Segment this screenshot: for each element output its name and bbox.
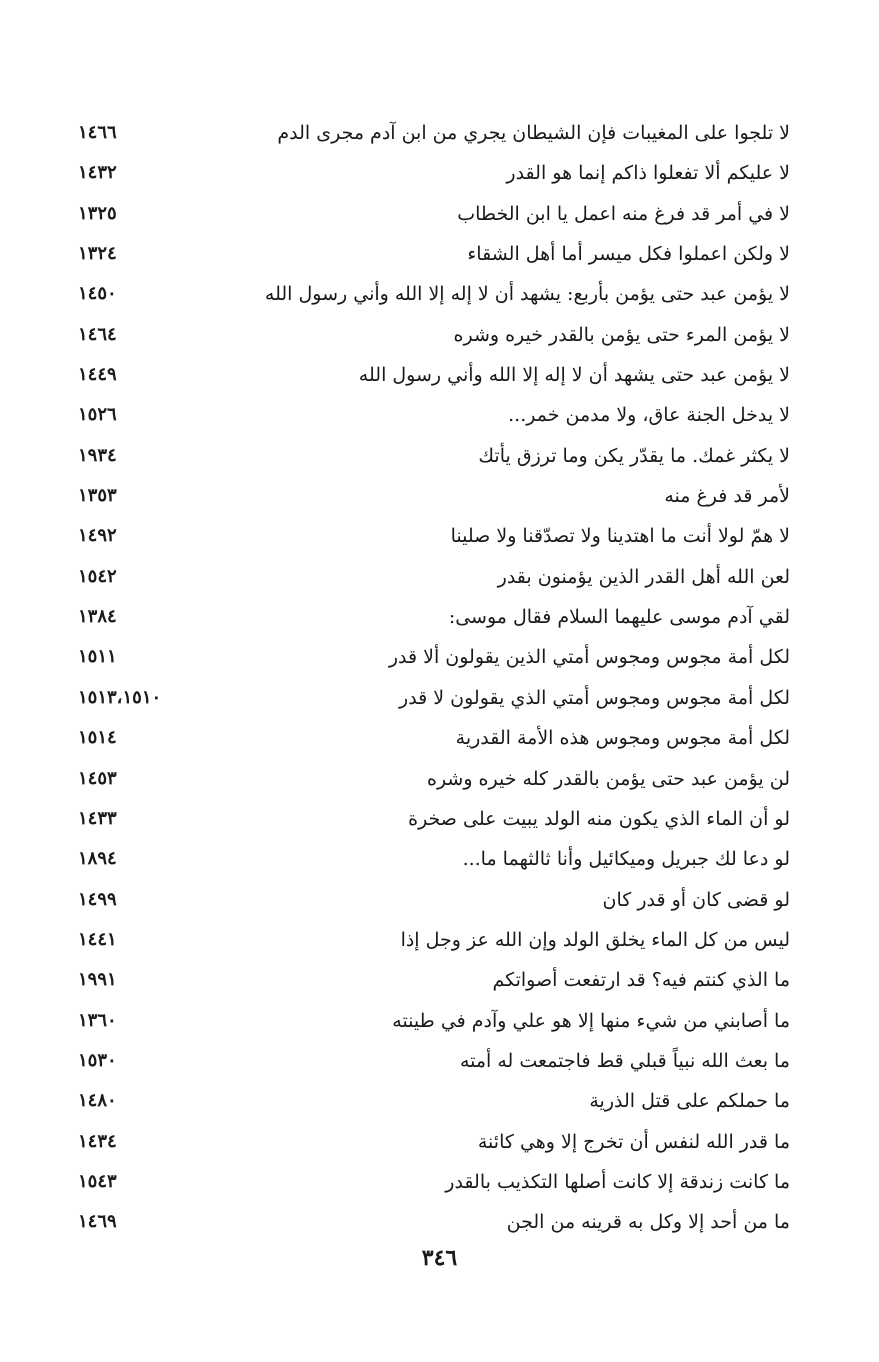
index-entry (70, 799, 790, 839)
index-entry (70, 1202, 790, 1242)
entry-hadith-number: ١٤٨٠ (78, 1090, 117, 1112)
entry-text: لكل أمة مجوس ومجوس أمتي الذي يقولون لا قدر (399, 686, 790, 709)
index-entry (70, 234, 790, 274)
entry-hadith-number: ١٤٦٩ (78, 1211, 117, 1233)
index-entry (70, 839, 790, 879)
entry-hadith-number: ١٥٢٦ (78, 404, 117, 426)
entry-hadith-number: ١٥٤٢ (78, 565, 117, 587)
entry-hadith-number: ١٤٦٤ (78, 323, 117, 345)
entry-hadith-number: ١٤٦٦ (78, 122, 117, 143)
index-entry (70, 1081, 790, 1121)
entry-text: لن يؤمن عبد حتى يؤمن بالقدر كله خيره وشره (426, 767, 790, 790)
index-entry (70, 194, 790, 234)
entry-hadith-number: ١٤٥٣ (78, 767, 117, 789)
entry-hadith-number: ١٤٣٢ (78, 162, 117, 184)
entry-text: لا تلجوا على المغيبات فإن الشيطان يجري من ابن آدم مجرى الدم (277, 122, 790, 144)
entry-text: لا في أمر قد فرغ منه اعمل يا ابن الخطاب (457, 202, 790, 225)
index-entry (70, 274, 790, 314)
entry-hadith-number: ١٥٤٣ (78, 1170, 117, 1192)
entry-text: لو دعا لك جبريل وميكائيل وأنا ثالثهما ما... (462, 848, 790, 871)
entry-text: ما من أحد إلا وكل به قرينه من الجن (506, 1211, 790, 1234)
index-entry (70, 557, 790, 597)
index-entry (70, 1162, 790, 1202)
index-entry (70, 153, 790, 193)
index-entry (70, 759, 790, 799)
index-entry (70, 476, 790, 516)
entry-text: ما الذي كنتم فيه؟ قد ارتفعت أصواتكم (492, 969, 790, 992)
entry-text: ما أصابني من شيء منها إلا هو علي وآدم في طينته (392, 1009, 790, 1032)
index-entry (70, 637, 790, 677)
index-entry (70, 315, 790, 355)
index-entry (70, 960, 790, 1000)
index-entry (70, 678, 790, 718)
entry-hadith-number: ١٣٥٣ (78, 485, 117, 507)
entry-text: ما بعث الله نبياً قبلي قط فاجتمعت له أمته (459, 1049, 790, 1072)
entry-hadith-number: ١٩٩١ (78, 969, 117, 991)
entry-hadith-number: ١٥١٤ (78, 727, 117, 749)
entry-hadith-number: ١٥١١ (78, 646, 117, 668)
entry-text: لا يؤمن المرء حتى يؤمن بالقدر خيره وشره (453, 323, 790, 346)
entry-hadith-number: ١٣٢٤ (78, 243, 117, 265)
entry-text: لا عليكم ألا تفعلوا ذاكم إنما هو القدر (506, 162, 790, 185)
entry-hadith-number: ١٤٤٩ (78, 364, 117, 386)
entry-text: لأمر قد فرغ منه (664, 485, 790, 508)
index-entry (70, 113, 790, 153)
entry-text: لو أن الماء الذي يكون منه الولد يبيت على صخرة (408, 807, 790, 830)
index-entry (70, 1041, 790, 1081)
entry-hadith-number: ١٨٩٤ (78, 848, 117, 870)
index-entry (70, 920, 790, 960)
index-entry (70, 355, 790, 395)
entry-text: لعن الله أهل القدر الذين يؤمنون بقدر (497, 565, 790, 588)
index-entry (70, 1122, 790, 1162)
entry-hadith-number: ١٥٣٠ (78, 1049, 117, 1071)
entry-text: لا يؤمن عبد حتى يؤمن بأربع: يشهد أن لا إله إلا الله وأني رسول الله (264, 283, 790, 306)
entry-text: لكل أمة مجوس ومجوس هذه الأمة القدرية (455, 727, 790, 750)
entry-text: ما كانت زندقة إلا كانت أصلها التكذيب بالقدر (445, 1170, 790, 1193)
entry-text: ما قدر الله لنفس أن تخرج إلا وهي كائنة (477, 1130, 790, 1153)
entry-text: ما حملكم على قتل الذرية (589, 1090, 790, 1113)
entry-text: لا يؤمن عبد حتى يشهد أن لا إله إلا الله وأني رسول الله (358, 364, 790, 387)
index-entry (70, 516, 790, 556)
entry-hadith-number: ١٣٨٤ (78, 606, 117, 628)
entry-hadith-number: ١٤٣٣ (78, 807, 117, 829)
entry-text: لا همّ لولا أنت ما اهتدينا ولا تصدّقنا ولا صلينا (450, 525, 790, 548)
entry-hadith-number: ١٩٣٤ (78, 444, 117, 466)
entry-hadith-number: ١٤٥٠ (78, 283, 117, 305)
entry-text: لكل أمة مجوس ومجوس أمتي الذين يقولون ألا قدر (388, 646, 790, 669)
entry-text: لو قضى كان أو قدر كان (602, 888, 790, 911)
index-entry (70, 1001, 790, 1041)
entry-text: لقي آدم موسى عليهما السلام فقال موسى: (448, 606, 790, 629)
entry-hadith-number: ١٤٩٩ (78, 888, 117, 910)
entry-text: ليس من كل الماء يخلق الولد وإن الله عز وجل إذا (400, 928, 790, 951)
index-entry (70, 880, 790, 920)
entry-hadith-number: ١٤٣٤ (78, 1130, 117, 1152)
entry-text: لا يكثر غمك. ما يقدّر يكن وما ترزق يأتك (478, 444, 790, 467)
index-entry (70, 395, 790, 435)
entry-hadith-number: ١٣٢٥ (78, 202, 117, 224)
entry-hadith-number: ١٥١٣،١٥١٠ (78, 686, 162, 708)
entry-text: لا يدخل الجنة عاق، ولا مدمن خمر... (508, 404, 790, 427)
page-number: ٣٤٦ (421, 1245, 458, 1271)
index-entry (70, 597, 790, 637)
hadith-index-list (70, 113, 790, 1243)
index-entry (70, 436, 790, 476)
entry-hadith-number: ١٤٤١ (78, 928, 117, 950)
entry-text: لا ولكن اعملوا فكل ميسر أما أهل الشقاء (467, 243, 790, 266)
entry-hadith-number: ١٣٦٠ (78, 1009, 117, 1031)
entry-hadith-number: ١٤٩٢ (78, 525, 117, 547)
index-entry (70, 718, 790, 758)
